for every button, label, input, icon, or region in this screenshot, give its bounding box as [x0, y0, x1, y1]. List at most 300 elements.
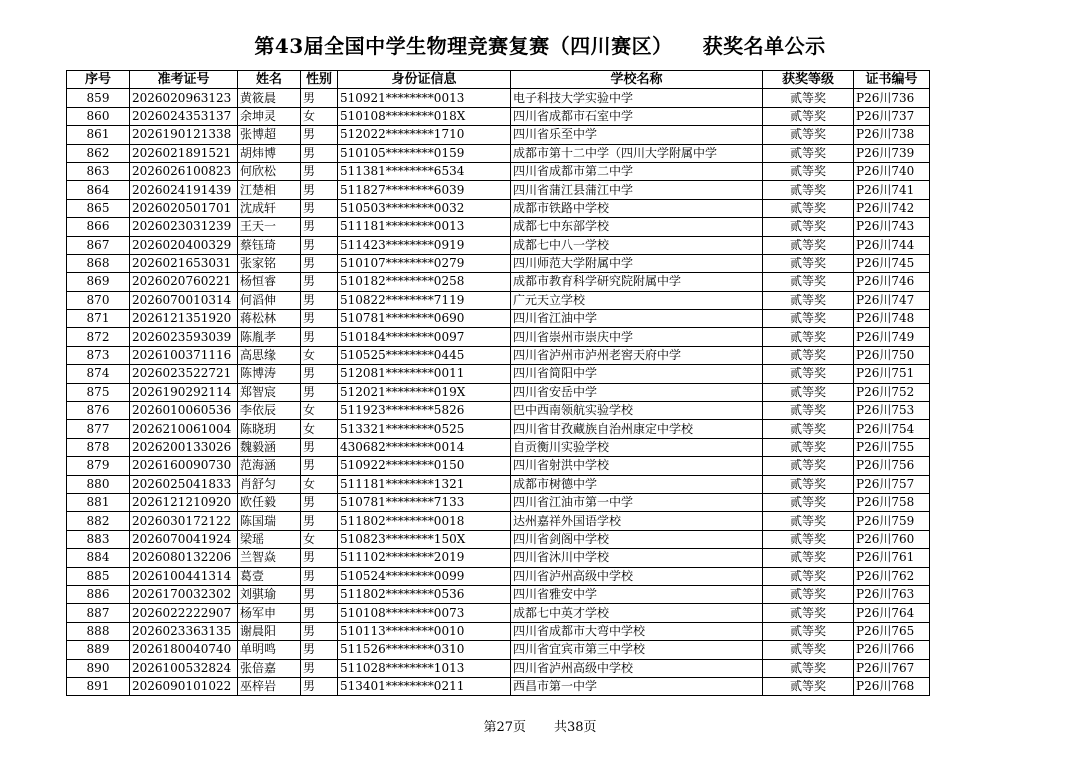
id-info-cell: 512022********1710 — [338, 126, 511, 144]
table-row — [67, 659, 930, 677]
table-row — [67, 493, 930, 511]
gender-cell: 男 — [301, 383, 338, 401]
serial-cell: 890 — [67, 659, 130, 677]
award-level-cell: 贰等奖 — [763, 254, 854, 272]
exam-id-cell: 2026190121338 — [130, 126, 238, 144]
certificate-cell: P26川757 — [854, 475, 930, 493]
name-cell: 杨军申 — [238, 604, 301, 622]
school-cell: 四川省安岳中学 — [511, 383, 763, 401]
gender-cell: 男 — [301, 236, 338, 254]
name-cell: 魏毅涵 — [238, 438, 301, 456]
name-cell: 葛壹 — [238, 567, 301, 585]
name-cell: 张倍嘉 — [238, 659, 301, 677]
certificate-cell: P26川739 — [854, 144, 930, 162]
school-cell: 四川省泸州高级中学校 — [511, 659, 763, 677]
gender-cell: 男 — [301, 567, 338, 585]
serial-cell: 877 — [67, 420, 130, 438]
award-level-cell: 贰等奖 — [763, 346, 854, 364]
column-header: 证书编号 — [854, 71, 930, 89]
name-cell: 肖舒匀 — [238, 475, 301, 493]
id-info-cell: 510108********0073 — [338, 604, 511, 622]
name-cell: 单明鸣 — [238, 641, 301, 659]
id-info-cell: 510503********0032 — [338, 199, 511, 217]
table-row — [67, 438, 930, 456]
id-info-cell: 510781********7133 — [338, 493, 511, 511]
subtitle-text: 获奖名单公示 — [702, 34, 826, 58]
table-row — [67, 512, 930, 530]
table-row — [67, 677, 930, 695]
id-info-cell: 512081********0011 — [338, 365, 511, 383]
school-cell: 四川省沐川中学校 — [511, 549, 763, 567]
award-level-cell: 贰等奖 — [763, 493, 854, 511]
table-body — [67, 89, 930, 696]
id-info-cell: 511102********2019 — [338, 549, 511, 567]
certificate-cell: P26川748 — [854, 310, 930, 328]
table-row — [67, 365, 930, 383]
school-cell: 四川省成都市第二中学 — [511, 162, 763, 180]
certificate-cell: P26川764 — [854, 604, 930, 622]
name-cell: 谢晨阳 — [238, 622, 301, 640]
exam-id-cell: 2026100441314 — [130, 567, 238, 585]
gender-cell: 男 — [301, 254, 338, 272]
serial-cell: 861 — [67, 126, 130, 144]
exam-id-cell: 2026021891521 — [130, 144, 238, 162]
school-cell: 四川省甘孜藏族自治州康定中学校 — [511, 420, 763, 438]
gender-cell: 男 — [301, 457, 338, 475]
award-level-cell: 贰等奖 — [763, 236, 854, 254]
gender-cell: 男 — [301, 622, 338, 640]
award-level-cell: 贰等奖 — [763, 585, 854, 603]
certificate-cell: P26川743 — [854, 218, 930, 236]
award-level-cell: 贰等奖 — [763, 641, 854, 659]
exam-id-cell: 2026020501701 — [130, 199, 238, 217]
gender-cell: 男 — [301, 310, 338, 328]
exam-id-cell: 2026090101022 — [130, 677, 238, 695]
award-level-cell: 贰等奖 — [763, 420, 854, 438]
id-info-cell: 510781********0690 — [338, 310, 511, 328]
gender-cell: 男 — [301, 549, 338, 567]
certificate-cell: P26川746 — [854, 273, 930, 291]
award-level-cell: 贰等奖 — [763, 512, 854, 530]
name-cell: 蒋松林 — [238, 310, 301, 328]
name-cell: 兰智焱 — [238, 549, 301, 567]
exam-id-cell: 2026024191439 — [130, 181, 238, 199]
school-cell: 巴中西南领航实验学校 — [511, 402, 763, 420]
certificate-cell: P26川767 — [854, 659, 930, 677]
page-number: 第27页 — [483, 720, 526, 735]
serial-cell: 881 — [67, 493, 130, 511]
serial-cell: 867 — [67, 236, 130, 254]
award-level-cell: 贰等奖 — [763, 181, 854, 199]
table-row — [67, 420, 930, 438]
gender-cell: 男 — [301, 199, 338, 217]
exam-id-cell: 2026160090730 — [130, 457, 238, 475]
gender-cell: 男 — [301, 585, 338, 603]
exam-id-cell: 2026020963123 — [130, 89, 238, 107]
award-level-cell: 贰等奖 — [763, 622, 854, 640]
certificate-cell: P26川745 — [854, 254, 930, 272]
award-level-cell: 贰等奖 — [763, 328, 854, 346]
gender-cell: 男 — [301, 641, 338, 659]
award-table — [66, 70, 930, 696]
gender-cell: 男 — [301, 181, 338, 199]
id-info-cell: 512021********019X — [338, 383, 511, 401]
serial-cell: 891 — [67, 677, 130, 695]
name-cell: 王天一 — [238, 218, 301, 236]
school-cell: 四川省简阳中学 — [511, 365, 763, 383]
award-level-cell: 贰等奖 — [763, 475, 854, 493]
exam-id-cell: 2026100371116 — [130, 346, 238, 364]
school-cell: 四川省剑阁中学校 — [511, 530, 763, 548]
table-header — [67, 71, 930, 89]
id-info-cell: 430682********0014 — [338, 438, 511, 456]
award-level-cell: 贰等奖 — [763, 365, 854, 383]
award-level-cell: 贰等奖 — [763, 438, 854, 456]
table-row — [67, 218, 930, 236]
exam-id-cell: 2026070041924 — [130, 530, 238, 548]
exam-id-cell: 2026022222907 — [130, 604, 238, 622]
name-cell: 何滔伸 — [238, 291, 301, 309]
id-info-cell: 511526********0310 — [338, 641, 511, 659]
name-cell: 刘骐瑜 — [238, 585, 301, 603]
exam-id-cell: 2026170032302 — [130, 585, 238, 603]
id-info-cell: 510922********0150 — [338, 457, 511, 475]
gender-cell: 女 — [301, 402, 338, 420]
serial-cell: 875 — [67, 383, 130, 401]
table-row — [67, 291, 930, 309]
serial-cell: 889 — [67, 641, 130, 659]
certificate-cell: P26川760 — [854, 530, 930, 548]
name-cell: 欧任毅 — [238, 493, 301, 511]
gender-cell: 男 — [301, 328, 338, 346]
certificate-cell: P26川737 — [854, 107, 930, 125]
award-level-cell: 贰等奖 — [763, 291, 854, 309]
certificate-cell: P26川759 — [854, 512, 930, 530]
gender-cell: 女 — [301, 346, 338, 364]
award-level-cell: 贰等奖 — [763, 567, 854, 585]
table-row — [67, 273, 930, 291]
exam-id-cell: 2026010060536 — [130, 402, 238, 420]
column-header: 获奖等级 — [763, 71, 854, 89]
certificate-cell: P26川755 — [854, 438, 930, 456]
id-info-cell: 510524********0099 — [338, 567, 511, 585]
name-cell: 陈晓玥 — [238, 420, 301, 438]
serial-cell: 874 — [67, 365, 130, 383]
school-cell: 四川省乐至中学 — [511, 126, 763, 144]
school-cell: 成都市教育科学研究院附属中学 — [511, 273, 763, 291]
certificate-cell: P26川763 — [854, 585, 930, 603]
serial-cell: 870 — [67, 291, 130, 309]
name-cell: 陈博涛 — [238, 365, 301, 383]
table-row — [67, 475, 930, 493]
school-cell: 四川省雅安中学 — [511, 585, 763, 603]
school-cell: 广元天立学校 — [511, 291, 763, 309]
exam-id-cell: 2026023363135 — [130, 622, 238, 640]
certificate-cell: P26川761 — [854, 549, 930, 567]
table-row — [67, 641, 930, 659]
gender-cell: 男 — [301, 659, 338, 677]
award-level-cell: 贰等奖 — [763, 457, 854, 475]
school-cell: 四川省江油市第一中学 — [511, 493, 763, 511]
gender-cell: 男 — [301, 218, 338, 236]
serial-cell: 884 — [67, 549, 130, 567]
school-cell: 成都七中英才学校 — [511, 604, 763, 622]
certificate-cell: P26川765 — [854, 622, 930, 640]
name-cell: 巫梓岩 — [238, 677, 301, 695]
award-level-cell: 贰等奖 — [763, 604, 854, 622]
gender-cell: 男 — [301, 162, 338, 180]
school-cell: 四川省成都市大弯中学校 — [511, 622, 763, 640]
serial-cell: 869 — [67, 273, 130, 291]
certificate-cell: P26川749 — [854, 328, 930, 346]
school-cell: 成都市第十二中学（四川大学附属中学 — [511, 144, 763, 162]
exam-id-cell: 2026020400329 — [130, 236, 238, 254]
id-info-cell: 510182********0258 — [338, 273, 511, 291]
school-cell: 四川省江油中学 — [511, 310, 763, 328]
name-cell: 沈成轩 — [238, 199, 301, 217]
award-level-cell: 贰等奖 — [763, 530, 854, 548]
award-level-cell: 贰等奖 — [763, 89, 854, 107]
school-cell: 四川省射洪中学校 — [511, 457, 763, 475]
name-cell: 江楚相 — [238, 181, 301, 199]
id-info-cell: 510822********7119 — [338, 291, 511, 309]
table-row — [67, 107, 930, 125]
serial-cell: 865 — [67, 199, 130, 217]
table-row — [67, 383, 930, 401]
id-info-cell: 513321********0525 — [338, 420, 511, 438]
school-cell: 四川省泸州市泸州老窖天府中学 — [511, 346, 763, 364]
school-cell: 成都市树德中学 — [511, 475, 763, 493]
award-level-cell: 贰等奖 — [763, 402, 854, 420]
award-level-cell: 贰等奖 — [763, 549, 854, 567]
serial-cell: 868 — [67, 254, 130, 272]
table-row — [67, 328, 930, 346]
exam-id-cell: 2026070010314 — [130, 291, 238, 309]
gender-cell: 男 — [301, 438, 338, 456]
table-row — [67, 199, 930, 217]
serial-cell: 886 — [67, 585, 130, 603]
serial-cell: 863 — [67, 162, 130, 180]
id-info-cell: 513401********0211 — [338, 677, 511, 695]
school-cell: 达州嘉祥外国语学校 — [511, 512, 763, 530]
table-row — [67, 126, 930, 144]
school-cell: 成都七中八一学校 — [511, 236, 763, 254]
column-header: 性别 — [301, 71, 338, 89]
id-info-cell: 511802********0536 — [338, 585, 511, 603]
name-cell: 蔡钰琦 — [238, 236, 301, 254]
gender-cell: 男 — [301, 144, 338, 162]
name-cell: 高思缘 — [238, 346, 301, 364]
exam-id-cell: 2026121351920 — [130, 310, 238, 328]
exam-id-cell: 2026023593039 — [130, 328, 238, 346]
table-row — [67, 162, 930, 180]
gender-cell: 男 — [301, 273, 338, 291]
name-cell: 胡炜博 — [238, 144, 301, 162]
table-row — [67, 310, 930, 328]
gender-cell: 女 — [301, 420, 338, 438]
column-header: 准考证号 — [130, 71, 238, 89]
exam-id-cell: 2026020760221 — [130, 273, 238, 291]
exam-id-cell: 2026200133026 — [130, 438, 238, 456]
id-info-cell: 510525********0445 — [338, 346, 511, 364]
table-row — [67, 144, 930, 162]
column-header: 学校名称 — [511, 71, 763, 89]
school-cell: 四川省宜宾市第三中学校 — [511, 641, 763, 659]
gender-cell: 男 — [301, 291, 338, 309]
gender-cell: 女 — [301, 107, 338, 125]
column-header: 序号 — [67, 71, 130, 89]
certificate-cell: P26川754 — [854, 420, 930, 438]
school-cell: 自贡衡川实验学校 — [511, 438, 763, 456]
table-row — [67, 549, 930, 567]
serial-cell: 888 — [67, 622, 130, 640]
certificate-cell: P26川750 — [854, 346, 930, 364]
certificate-cell: P26川766 — [854, 641, 930, 659]
id-info-cell: 511381********6534 — [338, 162, 511, 180]
gender-cell: 男 — [301, 89, 338, 107]
award-level-cell: 贰等奖 — [763, 273, 854, 291]
exam-id-cell: 2026021653031 — [130, 254, 238, 272]
id-info-cell: 510105********0159 — [338, 144, 511, 162]
id-info-cell: 511181********0013 — [338, 218, 511, 236]
table-row — [67, 181, 930, 199]
document-title — [0, 30, 1080, 59]
school-cell: 四川省成都市石室中学 — [511, 107, 763, 125]
id-info-cell: 511423********0919 — [338, 236, 511, 254]
id-info-cell: 511802********0018 — [338, 512, 511, 530]
serial-cell: 878 — [67, 438, 130, 456]
school-cell: 电子科技大学实验中学 — [511, 89, 763, 107]
name-cell: 余坤灵 — [238, 107, 301, 125]
serial-cell: 880 — [67, 475, 130, 493]
award-level-cell: 贰等奖 — [763, 126, 854, 144]
id-info-cell: 511028********1013 — [338, 659, 511, 677]
certificate-cell: P26川756 — [854, 457, 930, 475]
school-cell: 四川省泸州高级中学校 — [511, 567, 763, 585]
certificate-cell: P26川740 — [854, 162, 930, 180]
table-row — [67, 530, 930, 548]
gender-cell: 男 — [301, 604, 338, 622]
exam-id-cell: 2026190292114 — [130, 383, 238, 401]
gender-cell: 男 — [301, 126, 338, 144]
serial-cell: 866 — [67, 218, 130, 236]
award-level-cell: 贰等奖 — [763, 218, 854, 236]
exam-id-cell: 2026024353137 — [130, 107, 238, 125]
serial-cell: 876 — [67, 402, 130, 420]
exam-id-cell: 2026026100823 — [130, 162, 238, 180]
certificate-cell: P26川736 — [854, 89, 930, 107]
school-cell: 四川师范大学附属中学 — [511, 254, 763, 272]
name-cell: 陈胤孝 — [238, 328, 301, 346]
award-level-cell: 贰等奖 — [763, 677, 854, 695]
certificate-cell: P26川768 — [854, 677, 930, 695]
table-row — [67, 567, 930, 585]
exam-id-cell: 2026023522721 — [130, 365, 238, 383]
gender-cell: 女 — [301, 475, 338, 493]
certificate-cell: P26川747 — [854, 291, 930, 309]
name-cell: 陈国瑞 — [238, 512, 301, 530]
table-row — [67, 254, 930, 272]
serial-cell: 883 — [67, 530, 130, 548]
serial-cell: 873 — [67, 346, 130, 364]
award-level-cell: 贰等奖 — [763, 162, 854, 180]
certificate-cell: P26川762 — [854, 567, 930, 585]
id-info-cell: 510108********018X — [338, 107, 511, 125]
serial-cell: 885 — [67, 567, 130, 585]
name-cell: 黄筱晨 — [238, 89, 301, 107]
exam-id-cell: 2026100532824 — [130, 659, 238, 677]
id-info-cell: 510823********150X — [338, 530, 511, 548]
award-level-cell: 贰等奖 — [763, 310, 854, 328]
award-level-cell: 贰等奖 — [763, 383, 854, 401]
table-row — [67, 236, 930, 254]
school-cell: 成都市铁路中学校 — [511, 199, 763, 217]
certificate-cell: P26川752 — [854, 383, 930, 401]
gender-cell: 男 — [301, 493, 338, 511]
name-cell: 范海涵 — [238, 457, 301, 475]
certificate-cell: P26川751 — [854, 365, 930, 383]
table-row — [67, 604, 930, 622]
table-row — [67, 402, 930, 420]
table-row — [67, 585, 930, 603]
id-info-cell: 510107********0279 — [338, 254, 511, 272]
school-cell: 四川省蒲江县蒲江中学 — [511, 181, 763, 199]
serial-cell: 864 — [67, 181, 130, 199]
certificate-cell: P26川741 — [854, 181, 930, 199]
id-info-cell: 511827********6039 — [338, 181, 511, 199]
id-info-cell: 511181********1321 — [338, 475, 511, 493]
award-level-cell: 贰等奖 — [763, 144, 854, 162]
certificate-cell: P26川744 — [854, 236, 930, 254]
gender-cell: 男 — [301, 677, 338, 695]
exam-id-cell: 2026210061004 — [130, 420, 238, 438]
gender-cell: 男 — [301, 365, 338, 383]
exam-id-cell: 2026121210920 — [130, 493, 238, 511]
header-row — [67, 71, 930, 89]
serial-cell: 859 — [67, 89, 130, 107]
award-level-cell: 贰等奖 — [763, 107, 854, 125]
table-row — [67, 457, 930, 475]
certificate-cell: P26川738 — [854, 126, 930, 144]
name-cell: 张家铭 — [238, 254, 301, 272]
certificate-cell: P26川758 — [854, 493, 930, 511]
award-level-cell: 贰等奖 — [763, 199, 854, 217]
school-cell: 西昌市第一中学 — [511, 677, 763, 695]
table-row — [67, 89, 930, 107]
id-info-cell: 510113********0010 — [338, 622, 511, 640]
name-cell: 张博超 — [238, 126, 301, 144]
gender-cell: 女 — [301, 530, 338, 548]
exam-id-cell: 2026023031239 — [130, 218, 238, 236]
serial-cell: 872 — [67, 328, 130, 346]
name-cell: 杨恒睿 — [238, 273, 301, 291]
name-cell: 郑智宸 — [238, 383, 301, 401]
page-total: 共38页 — [554, 720, 597, 735]
exam-id-cell: 2026180040740 — [130, 641, 238, 659]
id-info-cell: 511923********5826 — [338, 402, 511, 420]
award-level-cell: 贰等奖 — [763, 659, 854, 677]
exam-id-cell: 2026025041833 — [130, 475, 238, 493]
serial-cell: 887 — [67, 604, 130, 622]
column-header: 姓名 — [238, 71, 301, 89]
exam-id-cell: 2026030172122 — [130, 512, 238, 530]
table-row — [67, 346, 930, 364]
exam-id-cell: 2026080132206 — [130, 549, 238, 567]
certificate-cell: P26川742 — [854, 199, 930, 217]
serial-cell: 871 — [67, 310, 130, 328]
column-header: 身份证信息 — [338, 71, 511, 89]
name-cell: 李依辰 — [238, 402, 301, 420]
